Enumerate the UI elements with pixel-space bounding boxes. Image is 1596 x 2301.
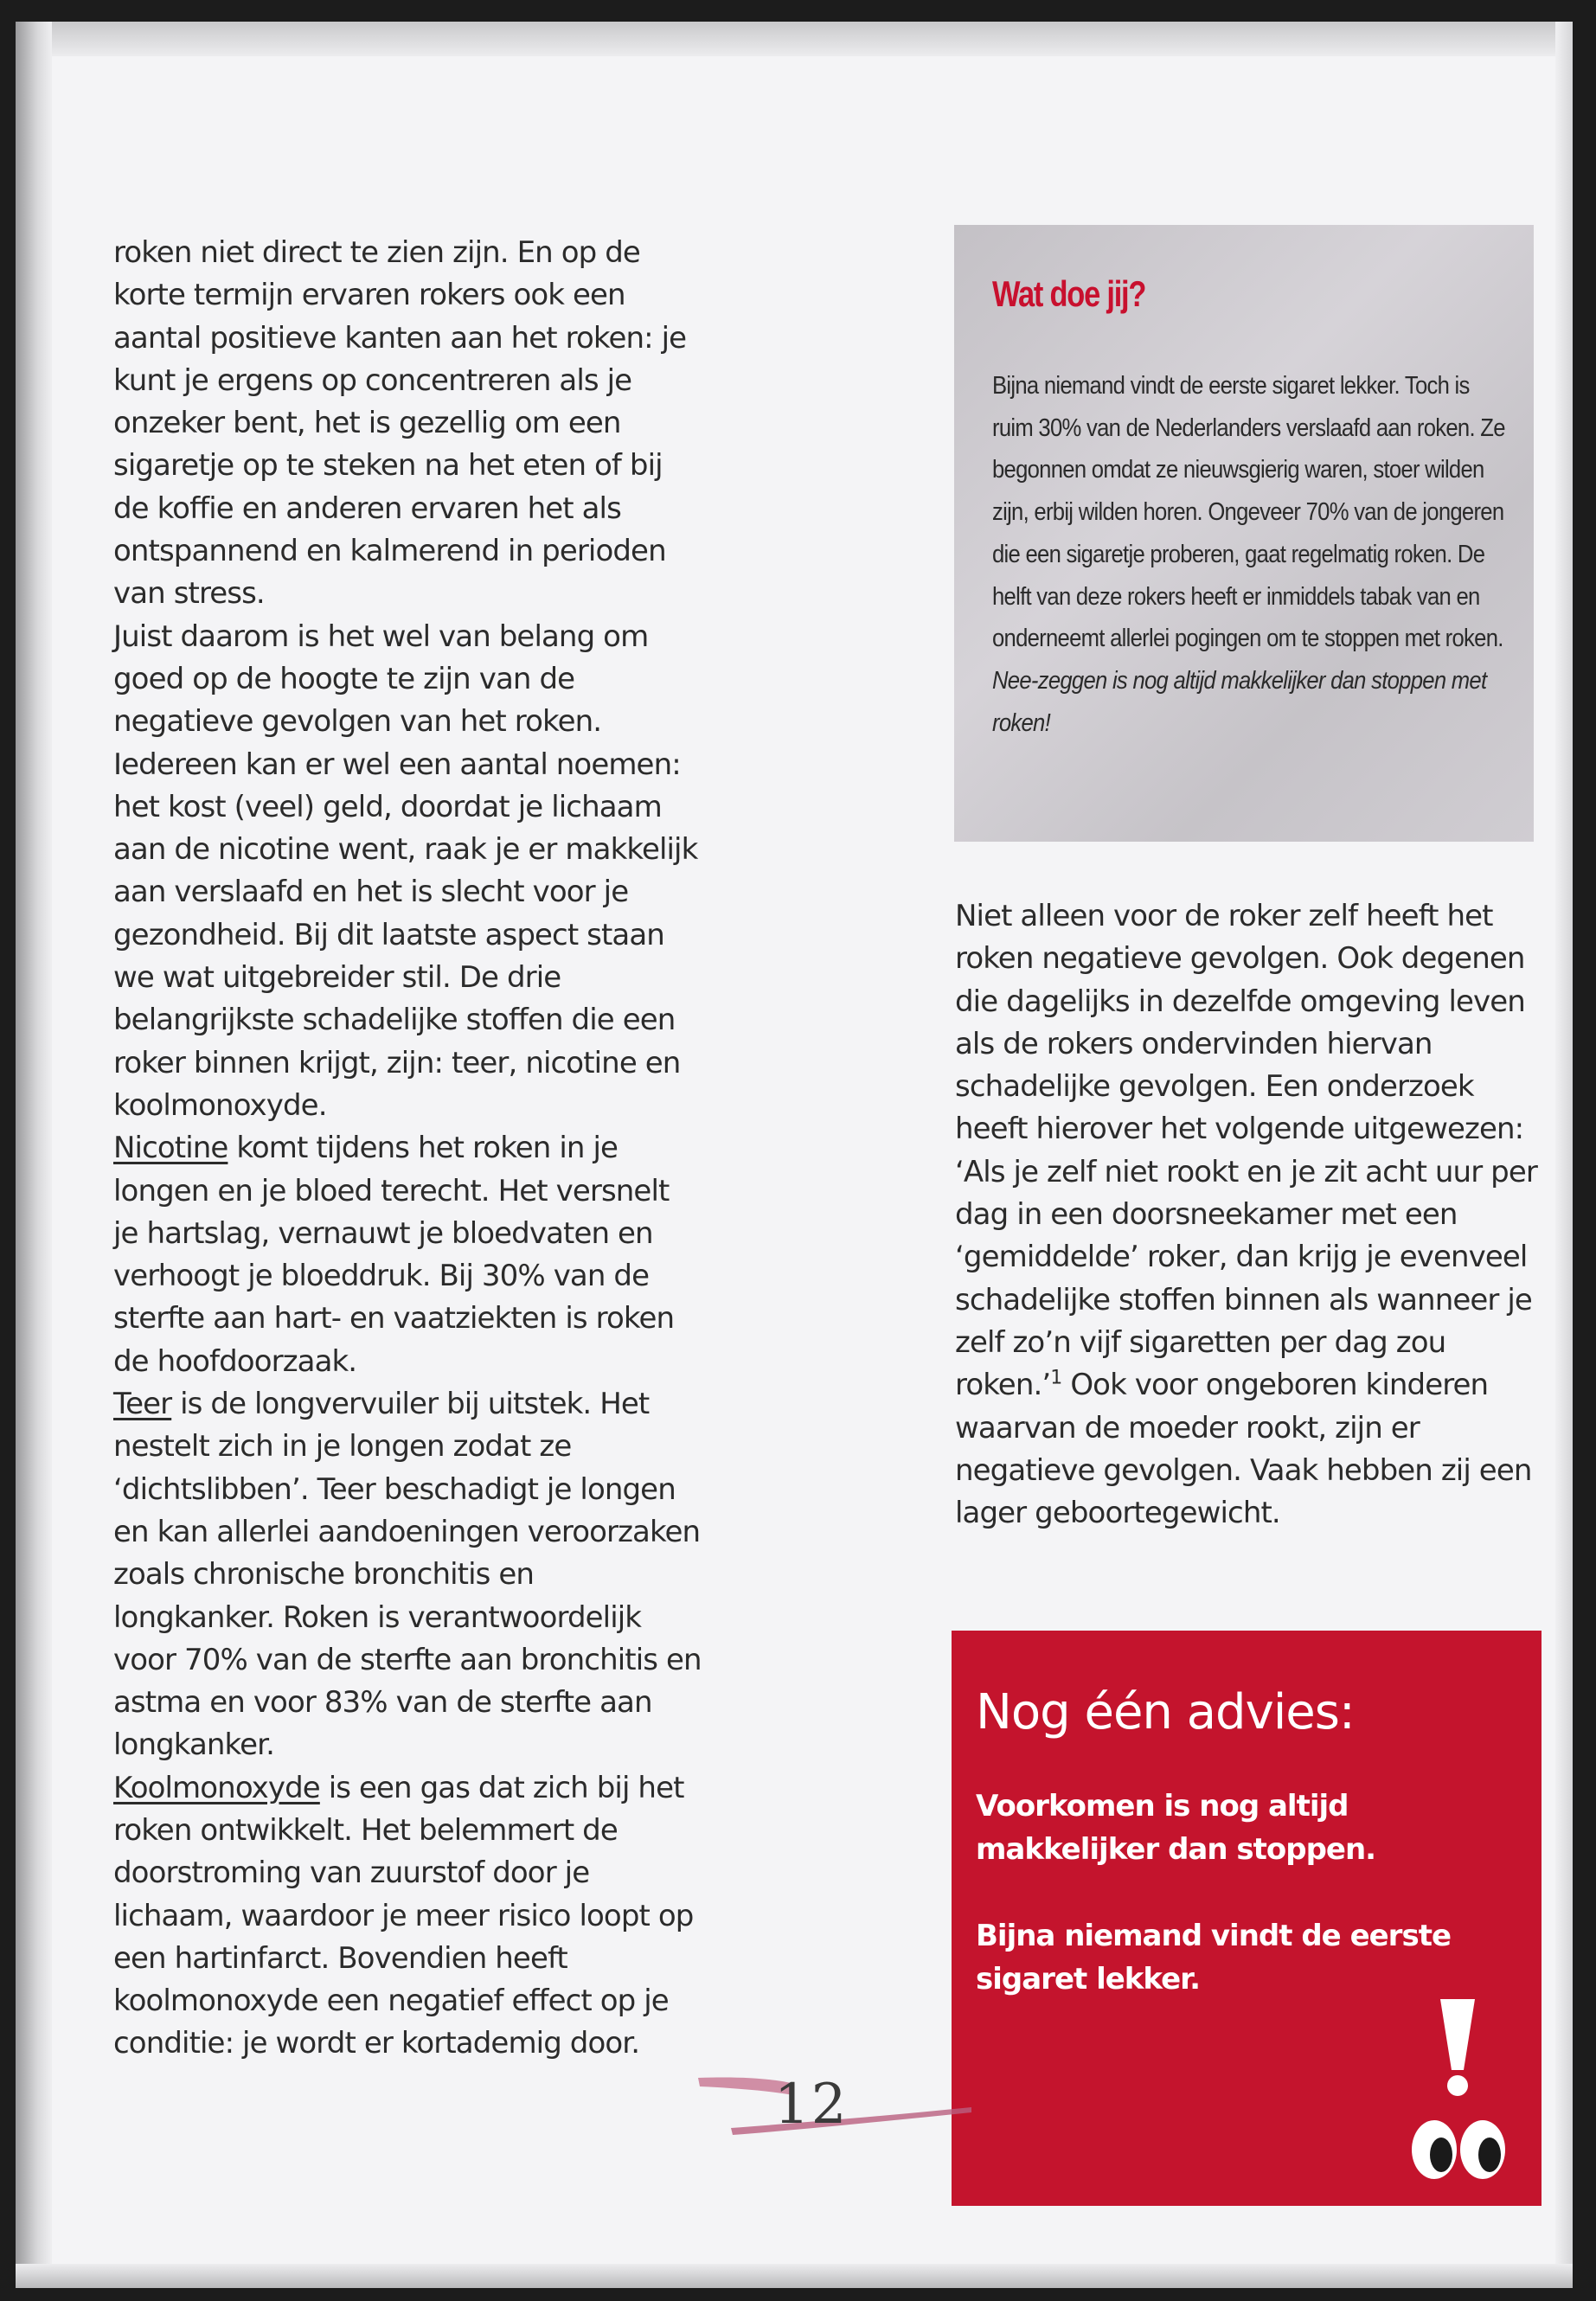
term-koolmonoxyde: Koolmonoxyde (113, 1770, 320, 1805)
left-paragraph-3 (113, 1127, 702, 1383)
red-box-title: Nog één advies: (976, 1684, 1355, 1740)
left-paragraph-5 (113, 1767, 702, 2066)
eyes-icon (1401, 2115, 1514, 2184)
left-paragraph-4-text: is de longvervuiler bij uitstek. Het nestelt zich in je longen zodat ze ‘dichtslibben’. Teer beschadigt je longen en kan allerlei aandoeningen veroorzaken zoals chronische bronchitis en longkanker. Roken is verantwoordelijk voor 70% van de sterfte aan bronchitis en astma en voor 83% van de sterfte aan longkanker. (113, 1387, 702, 1763)
right-paragraph-text-b: Ook voor ongeboren kinderen waarvan de moeder rookt, zijn er negatieve gevolgen. Vaak hebben zij een lager geboortegewicht. (955, 1368, 1532, 1531)
red-box-line-1: Voorkomen is nog altijd makkelijker dan stoppen. (976, 1789, 1376, 1867)
red-box-line-2: Bijna niemand vindt de eerste sigaret lekker. (976, 1919, 1451, 1997)
term-nicotine: Nicotine (113, 1131, 228, 1166)
left-paragraph-2: Juist daarom is het wel van belang om goed op de hoogte te zijn van de negatieve gevolgen van het roken. Iedereen kan er wel een aantal noemen: het kost (veel) geld, doordat je lichaam aan de nicotine went, raak je er makkelijk aan verslaafd en het is slecht voor je gezondheid. Bij dit laatste aspect staan we wat uitgebreider stil. De drie belangrijkste schadelijke stoffen die een roker binnen krijgt, zijn: teer, nicotine en koolmonoxyde. (113, 619, 698, 1123)
left-paragraph-1: roken niet direct te zien zijn. En op de korte termijn ervaren rokers ook een aantal positieve kanten aan het roken: je kunt je ergens op concentreren als je onzeker bent, het is gezellig om een sigaretje op te steken na het eten of bij de koffie en anderen ervaren het als ontspannend en kalmerend in perioden van stress. (113, 235, 687, 612)
page-edge-top (16, 22, 1573, 56)
left-paragraph-5-text: is een gas dat zich bij het roken ontwikkelt. Het belemmert de doorstroming van zuurstof door je lichaam, waardoor je meer risico loopt op een hartinfarct. Bovendien heeft koolmonoxyde een negatief effect op je conditie: je wordt er kortademig door. (113, 1770, 694, 2061)
grey-box-body (992, 365, 1506, 744)
left-column (113, 232, 702, 2066)
grey-box-italic: Nee-zeggen is nog altijd makkelijker dan stoppen met roken! (992, 666, 1487, 737)
page-edge-right (1555, 22, 1573, 2288)
term-teer: Teer (113, 1387, 172, 1422)
right-column (955, 895, 1543, 1535)
grey-box-text: Bijna niemand vindt de eerste sigaret lekker. Toch is ruim 30% van de Nederlanders verslaafd aan roken. Ze begonnen omdat ze nieuwsgierig waren, stoer wilden zijn, erbij wilden horen. Ongeveer 70% van de jongeren die een sigaretje proberen, gaat regelmatig roken. De helft van deze rokers heeft er inmiddels tabak van en onderneemt allerlei pogingen om te stoppen met roken. (992, 372, 1505, 653)
left-paragraph-3-text: komt tijdens het roken in je longen en je bloed terecht. Het versnelt je hartslag, vernauwt je bloedvaten en verhoogt je bloeddruk. Bij 30% van de sterfte aan hart- en vaatziekten is roken de hoofdoorzaak. (113, 1131, 675, 1379)
grey-box-title: Wat doe jij? (992, 273, 1146, 314)
red-advice-box (952, 1631, 1542, 2206)
footnote-marker: 1 (1050, 1367, 1062, 1389)
page-number (696, 2067, 973, 2145)
page-edge-bottom (16, 2264, 1573, 2288)
right-paragraph (955, 895, 1543, 1535)
right-paragraph-text-a: Niet alleen voor de roker zelf heeft het roken negatieve gevolgen. Ook degenen die dagelijks in dezelfde omgeving leven als de rokers ondervinden hiervan schadelijke gevolgen. Een onderzoek heeft hierover het volgende uitgewezen: ‘Als je zelf niet rookt en je zit acht uur per dag in een doorsneekamer met een ‘gemiddelde’ roker, dan krijg je evenveel schadelijke stoffen binnen als wanneer je zelf zo’n vijf sigaretten per dag zou roken.’ (955, 899, 1537, 1403)
exclamation-icon (1410, 1994, 1505, 2098)
page-number-text: 12 (774, 2073, 849, 2137)
left-paragraph-4 (113, 1383, 702, 1767)
page-edge-left (16, 22, 52, 2288)
grey-info-box (954, 225, 1534, 842)
